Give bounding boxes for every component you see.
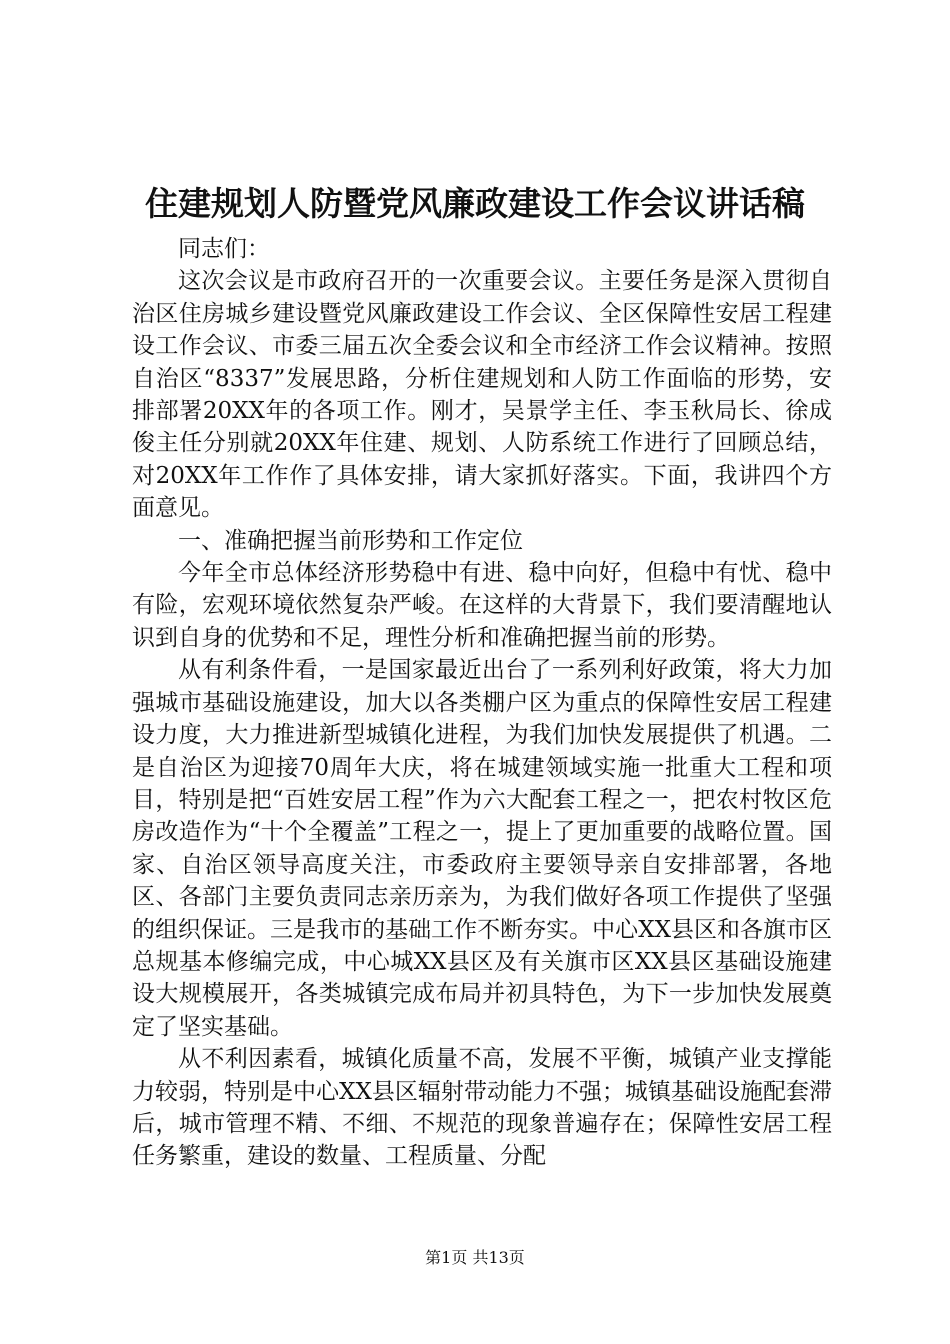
paragraph-situation: 今年全市总体经济形势稳中有进、稳中向好，但稳中有忧、稳中有险，宏观环境依然复杂严峻。在这样的大背景下，我们要清醒地认识到自身的优势和不足，理性分析和准确把握当前的形势。 <box>132 560 832 651</box>
paragraph-intro: 这次会议是市政府召开的一次重要会议。主要任务是深入贯彻自治区住房城乡建设暨党风廉政建设工作会议、全区保障性安居工程建设工作会议、市委三届五次全委会议和全市经济工作会议精神。按照自治区“8337”发展思路，分析住建规划和人防工作面临的形势，安排部署20XX年的各项工作。刚才，吴景学主任、李玉秋局长、徐成俊主任分别就20XX年住建、规划、人防系统工作进行了回顾总结，对20XX年工作作了具体安排，请大家抓好落实。下面，我讲四个方面意见。 <box>132 268 832 522</box>
section-heading-1: 一、准确把握当前形势和工作定位 <box>178 527 523 554</box>
paragraph-unfavorable: 从不利因素看，城镇化质量不高，发展不平衡，城镇产业支撑能力较弱，特别是中心XX县区辐射带动能力不强；城镇基础设施配套滞后，城市管理不精、不细、不规范的现象普遍存在；保障性安居工程任务繁重，建设的数量、工程质量、分配 <box>132 1046 832 1170</box>
salutation: 同志们： <box>178 236 270 262</box>
page-number: 第1页 共13页 <box>425 1248 525 1267</box>
paragraph-favorable: 从有利条件看，一是国家最近出台了一系列利好政策，将大力加强城市基础设施建设，加大以各类棚户区为重点的保障性安居工程建设力度，大力推进新型城镇化进程，为我们加快发展提供了机遇。二是自治区为迎接70周年大庆，将在城建领域实施一批重大工程和项目，特别是把“百姓安居工程”作为六大配套工程之一，把农村牧区危房改造作为“十个全覆盖”工程之一，提上了更加重要的战略位置。国家、自治区领导高度关注，市委政府主要领导亲自安排部署，各地区、各部门主要负责同志亲历亲为，为我们做好各项工作提供了坚强的组织保证。三是我市的基础工作不断夯实。中心XX县区和各旗市区总规基本修编完成，中心城XX县区及有关旗市区XX县区基础设施建设大规模展开，各类城镇完成布局并初具特色，为下一步加快发展奠定了坚实基础。 <box>132 657 832 1040</box>
document-title: 住建规划人防暨党风廉政建设工作会议讲话稿 <box>145 184 805 223</box>
document-body <box>132 233 832 1173</box>
